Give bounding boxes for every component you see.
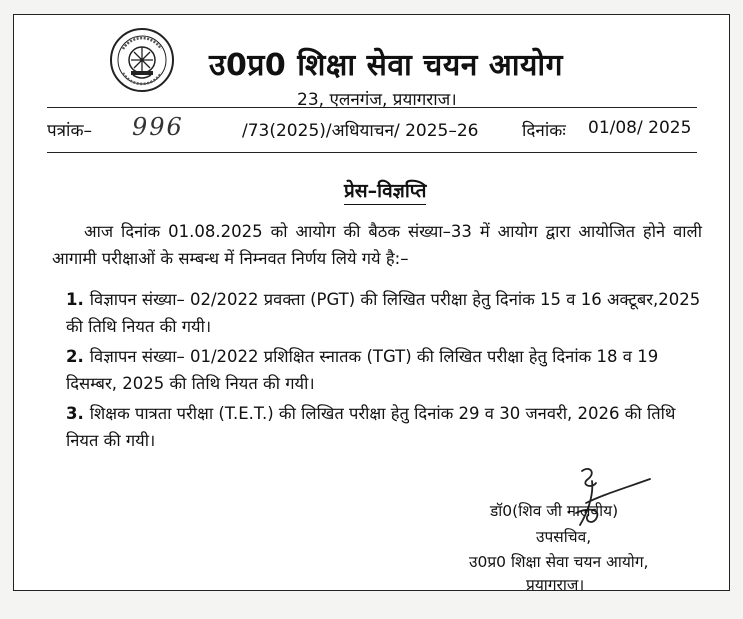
reference-divider bbox=[47, 152, 697, 153]
date-label: दिनांकः bbox=[522, 121, 566, 141]
patrank-label: पत्रांक– bbox=[47, 121, 92, 141]
date-value: 01/08/ 2025 bbox=[588, 118, 692, 138]
notice-item-3 bbox=[66, 400, 706, 454]
item-number: 1. bbox=[66, 290, 84, 309]
item-number: 2. bbox=[66, 347, 84, 366]
office-title: उ0प्र0 शिक्षा सेवा चयन आयोग bbox=[209, 48, 564, 83]
item-text: विज्ञापन संख्या– 02/2022 प्रवक्ता (PGT) की लिखित परीक्षा हेतु दिनांक 15 व 16 अक्टूबर,2025 की तिथि नियत की गयी। bbox=[66, 290, 701, 336]
notice-item-2 bbox=[66, 343, 706, 397]
header-divider bbox=[47, 107, 697, 108]
office-address: 23, एलनगंज, प्रयागराज। bbox=[297, 90, 457, 110]
notice-heading: प्रेस–विज्ञप्ति bbox=[344, 177, 426, 205]
commission-seal-logo bbox=[109, 27, 175, 93]
handwritten-signature bbox=[562, 463, 657, 533]
patrank-suffix: /73(2025)/अधियाचन/ 2025–26 bbox=[242, 121, 479, 141]
item-text: शिक्षक पात्रता परीक्षा (T.E.T.) की लिखित परीक्षा हेतु दिनांक 29 व 30 जनवरी, 2026 की तिथि नियत की गयी। bbox=[66, 404, 676, 450]
notice-intro: आज दिनांक 01.08.2025 को आयोग की बैठक संख्या–33 में आयोग द्वारा आयोजित होने वाली आगामी परीक्षाओं के सम्बन्ध में निम्नवत निर्णय लिये गये है:– bbox=[52, 222, 702, 268]
press-release-document bbox=[13, 14, 730, 594]
item-number: 3. bbox=[66, 404, 84, 423]
notice-item-1 bbox=[66, 286, 706, 340]
signatory-designation: उपसचिव, bbox=[536, 528, 592, 546]
patrank-number-handwritten: 996 bbox=[132, 113, 184, 141]
signatory-name: डॉ0(शिव जी मालवीय) bbox=[490, 502, 619, 520]
signatory-office: उ0प्र0 शिक्षा सेवा चयन आयोग, bbox=[469, 553, 649, 571]
signatory-city: प्रयागराज। bbox=[526, 576, 585, 594]
item-text: विज्ञापन संख्या– 01/2022 प्रशिक्षित स्नातक (TGT) की लिखित परीक्षा हेतु दिनांक 18 व 19 दिसम्बर, 2025 की तिथि नियत की गयी। bbox=[66, 347, 659, 393]
